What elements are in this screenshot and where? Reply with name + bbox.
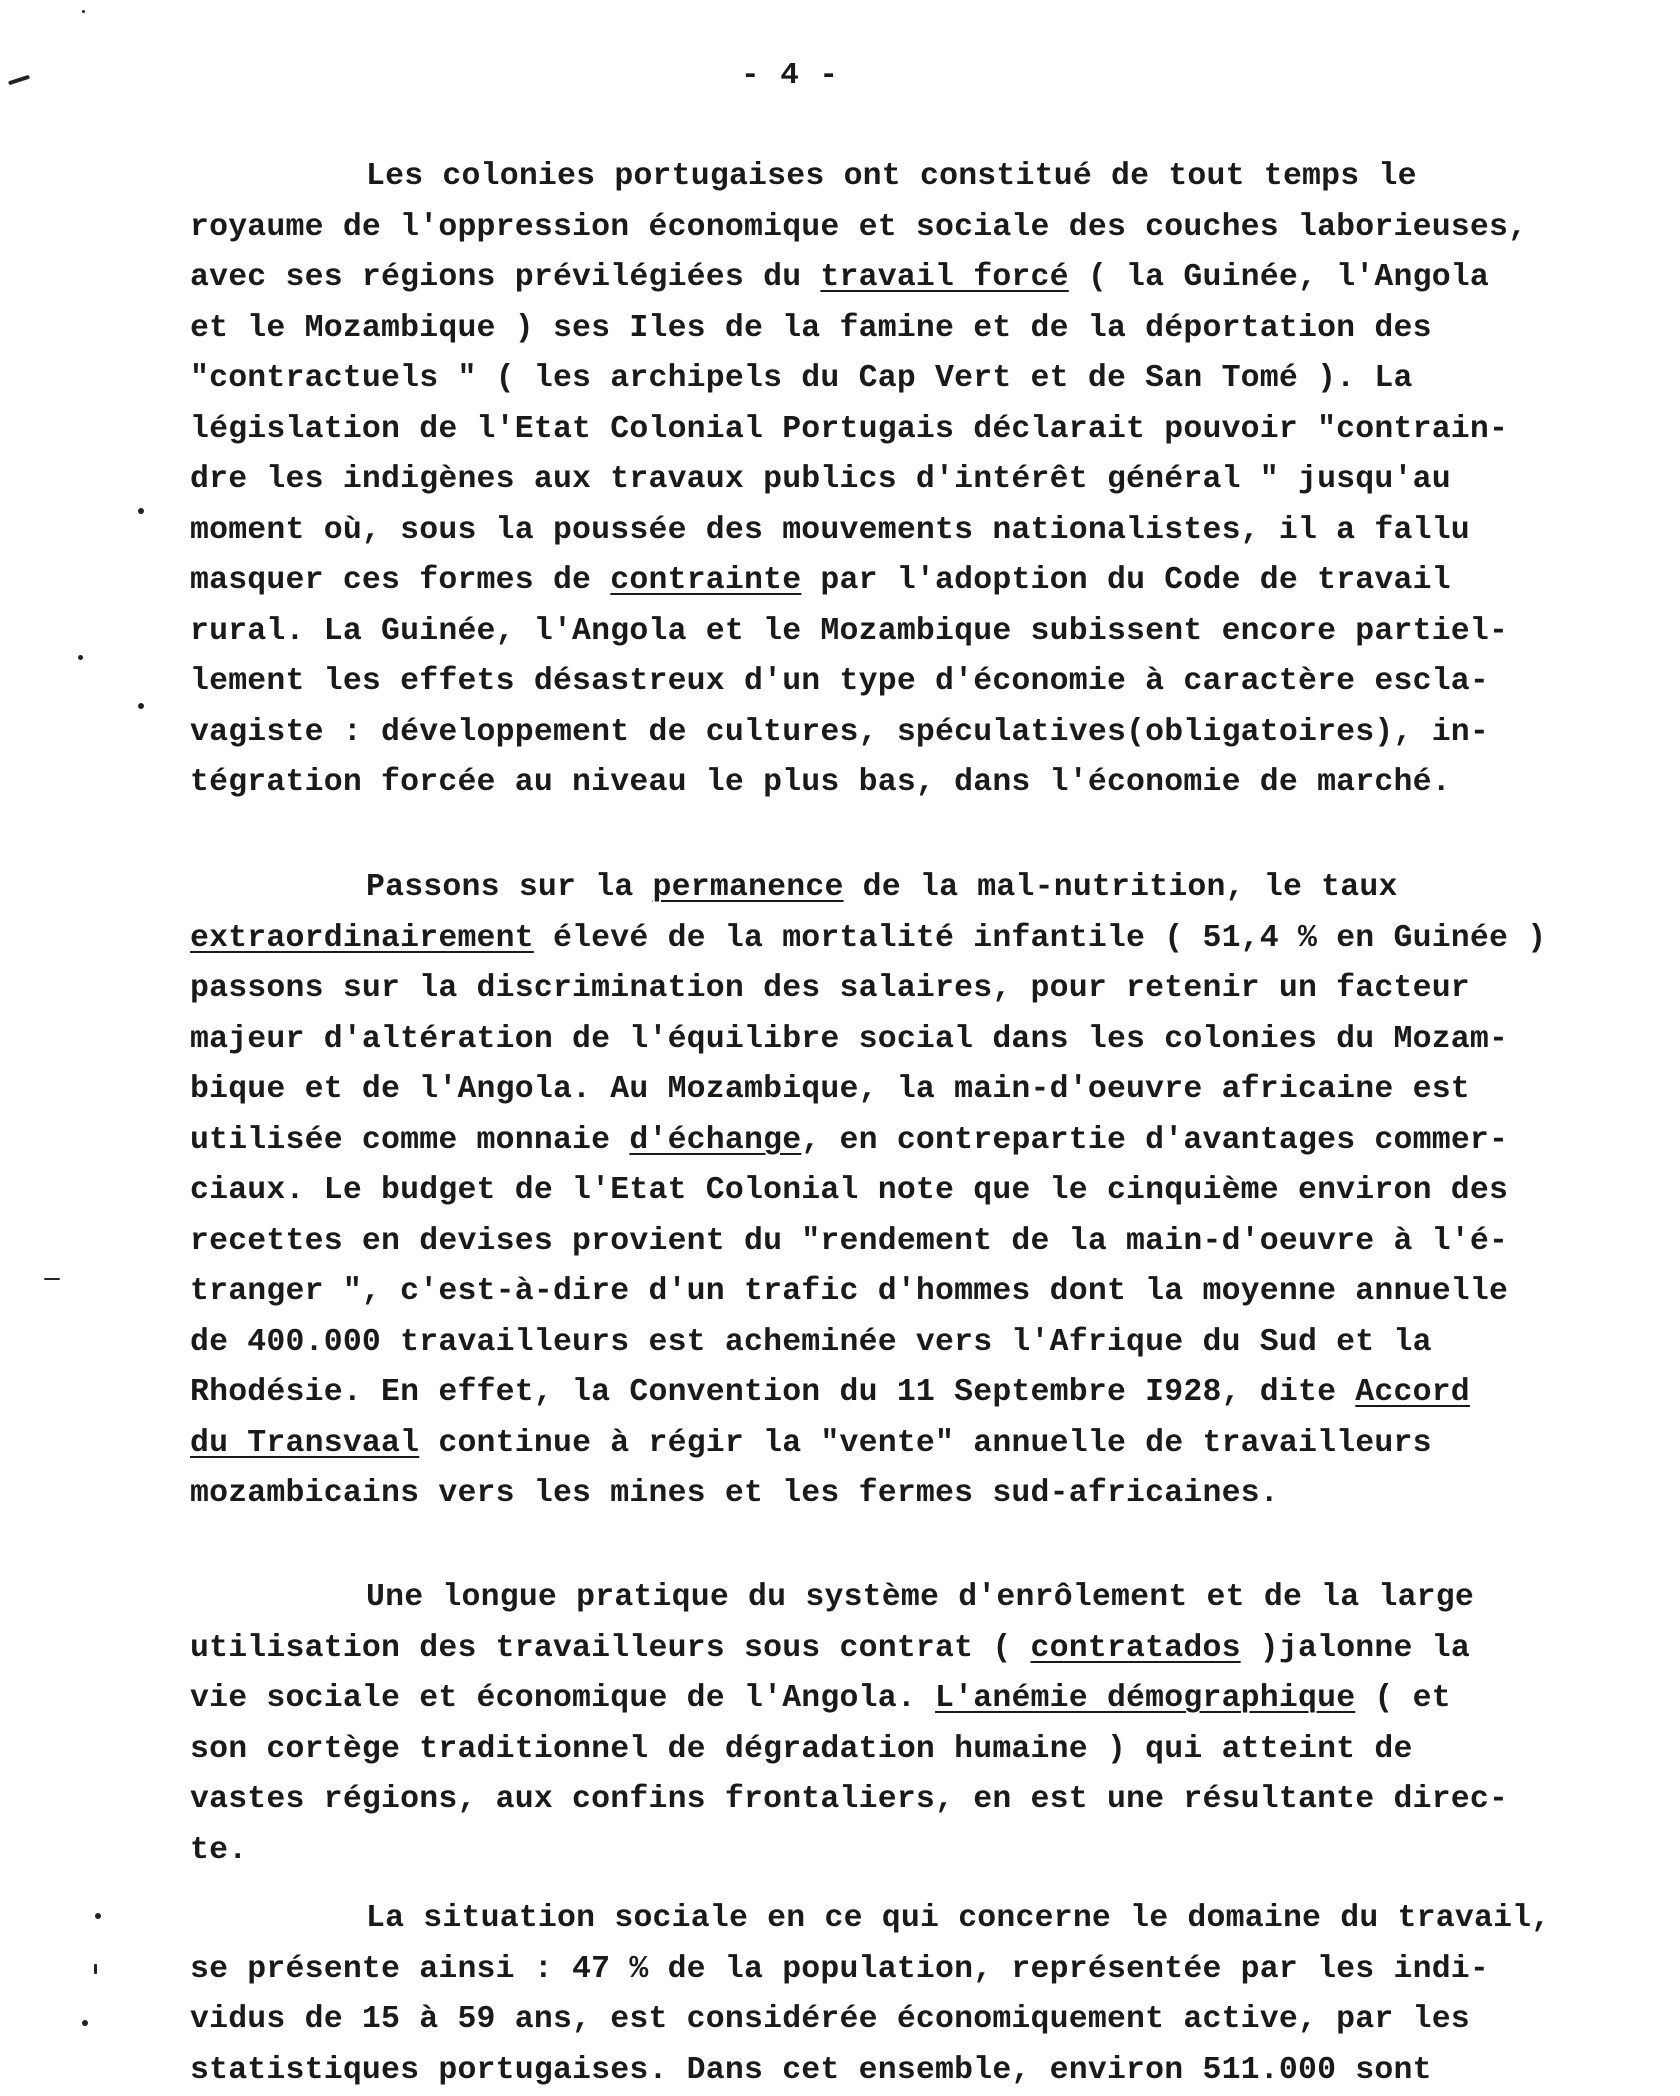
- text-line: [190, 2046, 1610, 2096]
- text-line: [190, 405, 1610, 456]
- scan-speck: [44, 1278, 60, 1280]
- text-line: [190, 1469, 1610, 1520]
- text-segment: mozambicains vers les mines et les fermes sud-africaines.: [190, 1476, 1279, 1511]
- text-segment: majeur d'altération de l'équilibre social dans les colonies du Mozam-: [190, 1021, 1509, 1057]
- text-segment: de 400.000 travailleurs est acheminée vers l'Afrique du Sud et la: [190, 1324, 1432, 1360]
- text-segment: )jalonne la: [1240, 1630, 1470, 1666]
- text-segment: masquer ces formes de: [190, 563, 611, 598]
- text-segment: , en contrepartie d'avantages commer-: [801, 1122, 1509, 1158]
- text-line: [190, 1995, 1610, 2046]
- text-line: [190, 304, 1610, 355]
- text-line: [190, 1116, 1610, 1167]
- text-line: [190, 506, 1610, 557]
- text-segment: ciaux. Le budget de l'Etat Colonial note que le cinquième environ des: [190, 1173, 1509, 1208]
- text-segment: statistiques portugaises. Dans cet ensemble, environ 511.000 sont: [190, 2052, 1432, 2088]
- text-segment: par l'adoption du Code de travail: [801, 563, 1451, 598]
- text-line: [190, 964, 1610, 1015]
- text-segment: "contractuels " ( les archipels du Cap Vert et de San Tomé ). La: [190, 361, 1413, 396]
- text-segment: passons sur la discrimination des salaires, pour retenir un facteur: [190, 971, 1470, 1006]
- underlined-text: Accord: [1355, 1375, 1470, 1410]
- scan-speck: [78, 655, 83, 660]
- text-line: [190, 152, 1610, 203]
- text-segment: vagiste : développement de cultures, spéculatives(obligatoires), in-: [190, 714, 1490, 750]
- underlined-text: contratados: [1030, 1630, 1241, 1666]
- underlined-text: permanence: [652, 870, 844, 905]
- text-line: [190, 1894, 1610, 1945]
- text-line: [190, 1368, 1610, 1419]
- text-line: [190, 1015, 1610, 1066]
- underlined-text: travail forcé: [820, 260, 1069, 295]
- text-line: [190, 1573, 1610, 1624]
- text-line: [190, 863, 1610, 914]
- text-line: [190, 758, 1610, 809]
- text-line: [190, 455, 1610, 506]
- text-segment: dre les indigènes aux travaux publics d'intérêt général " jusqu'au: [190, 462, 1451, 497]
- text-line: [190, 1065, 1610, 1116]
- text-line: [190, 708, 1610, 759]
- text-line: [190, 1217, 1610, 1268]
- text-segment: élevé de la mortalité infantile ( 51,4 % en Guinée ): [533, 920, 1547, 956]
- text-segment: continue à régir la "vente" annuelle de travailleurs: [419, 1425, 1432, 1461]
- text-line: [190, 914, 1610, 965]
- text-segment: vastes régions, aux confins frontaliers, en est une résultante direc-: [190, 1782, 1509, 1817]
- paragraph-colonial-oppression: [190, 152, 1610, 809]
- underlined-text: extraordinairement: [190, 920, 534, 956]
- paragraph-labour-statistics: [190, 1894, 1610, 2096]
- text-segment: de la mal-nutrition, le taux: [843, 870, 1398, 905]
- text-line: [190, 1318, 1610, 1369]
- text-segment: utilisation des travailleurs sous contrat (: [190, 1630, 1031, 1666]
- text-segment: et le Mozambique ) ses Iles de la famine et de la déportation des: [190, 310, 1432, 346]
- text-segment: lement les effets désastreux d'un type d'économie à caractère escla-: [190, 664, 1490, 699]
- text-line: [190, 1725, 1610, 1776]
- text-segment: moment où, sous la poussée des mouvements nationalistes, il a fallu: [190, 512, 1470, 548]
- text-segment: ( et: [1355, 1681, 1451, 1716]
- scan-speck: [138, 508, 144, 514]
- text-segment: Les colonies portugaises ont constitué de tout temps le: [366, 159, 1417, 194]
- text-segment: royaume de l'oppression économique et sociale des couches laborieuses,: [190, 209, 1528, 245]
- text-segment: rural. La Guinée, l'Angola et le Mozambique subissent encore partiel-: [190, 613, 1509, 649]
- underlined-text: d'échange: [629, 1122, 802, 1158]
- text-segment: se présente ainsi : 47 % de la population, représentée par les indi-: [190, 1951, 1490, 1987]
- text-line: [190, 354, 1610, 405]
- text-line: [190, 1419, 1610, 1470]
- text-line: [190, 556, 1610, 607]
- text-line: [190, 1826, 1610, 1877]
- text-line: [190, 607, 1610, 658]
- text-segment: tégration forcée au niveau le plus bas, dans l'économie de marché.: [190, 765, 1451, 800]
- scan-speck: [82, 2020, 88, 2026]
- scan-speck: [94, 1964, 97, 1974]
- text-line: [190, 1166, 1610, 1217]
- underlined-text: L'anémie démographique: [935, 1681, 1356, 1716]
- text-line: [190, 1267, 1610, 1318]
- scan-speck: [95, 1913, 101, 1919]
- page-number: - 4 -: [740, 58, 839, 93]
- underlined-text: contrainte: [610, 563, 802, 598]
- scan-speck: [138, 703, 144, 709]
- text-segment: ( la Guinée, l'Angola: [1068, 260, 1490, 295]
- text-line: [190, 203, 1610, 254]
- paragraph-contract-workers: [190, 1573, 1610, 1876]
- text-line: [190, 1674, 1610, 1725]
- text-line: [190, 657, 1610, 708]
- text-line: [190, 1945, 1610, 1996]
- text-line: [190, 1624, 1610, 1675]
- text-segment: Rhodésie. En effet, la Convention du 11 Septembre I928, dite: [190, 1375, 1356, 1410]
- text-segment: Une longue pratique du système d'enrôlement et de la large: [366, 1580, 1474, 1615]
- text-segment: son cortège traditionnel de dégradation humaine ) qui atteint de: [190, 1731, 1413, 1767]
- text-segment: bique et de l'Angola. Au Mozambique, la main-d'oeuvre africaine est: [190, 1072, 1470, 1107]
- underlined-text: du Transvaal: [190, 1425, 420, 1461]
- text-segment: La situation sociale en ce qui concerne le domaine du travail,: [366, 1901, 1551, 1936]
- text-segment: utilisée comme monnaie: [190, 1122, 630, 1158]
- text-segment: recettes en devises provient du "rendement de la main-d'oeuvre à l'é-: [190, 1223, 1509, 1259]
- text-segment: vie sociale et économique de l'Angola.: [190, 1681, 936, 1716]
- text-segment: Passons sur la: [366, 870, 653, 905]
- text-line: [190, 1775, 1610, 1826]
- text-segment: vidus de 15 à 59 ans, est considérée économiquement active, par les: [190, 2002, 1470, 2037]
- text-segment: te.: [190, 1832, 248, 1868]
- scan-speck: [82, 10, 85, 13]
- text-segment: tranger ", c'est-à-dire d'un trafic d'hommes dont la moyenne annuelle: [190, 1274, 1509, 1309]
- text-segment: législation de l'Etat Colonial Portugais déclarait pouvoir "contrain-: [190, 411, 1509, 447]
- paragraph-labour-exchange: [190, 863, 1610, 1520]
- text-segment: avec ses régions prévilégiées du: [190, 260, 821, 295]
- text-line: [190, 253, 1610, 304]
